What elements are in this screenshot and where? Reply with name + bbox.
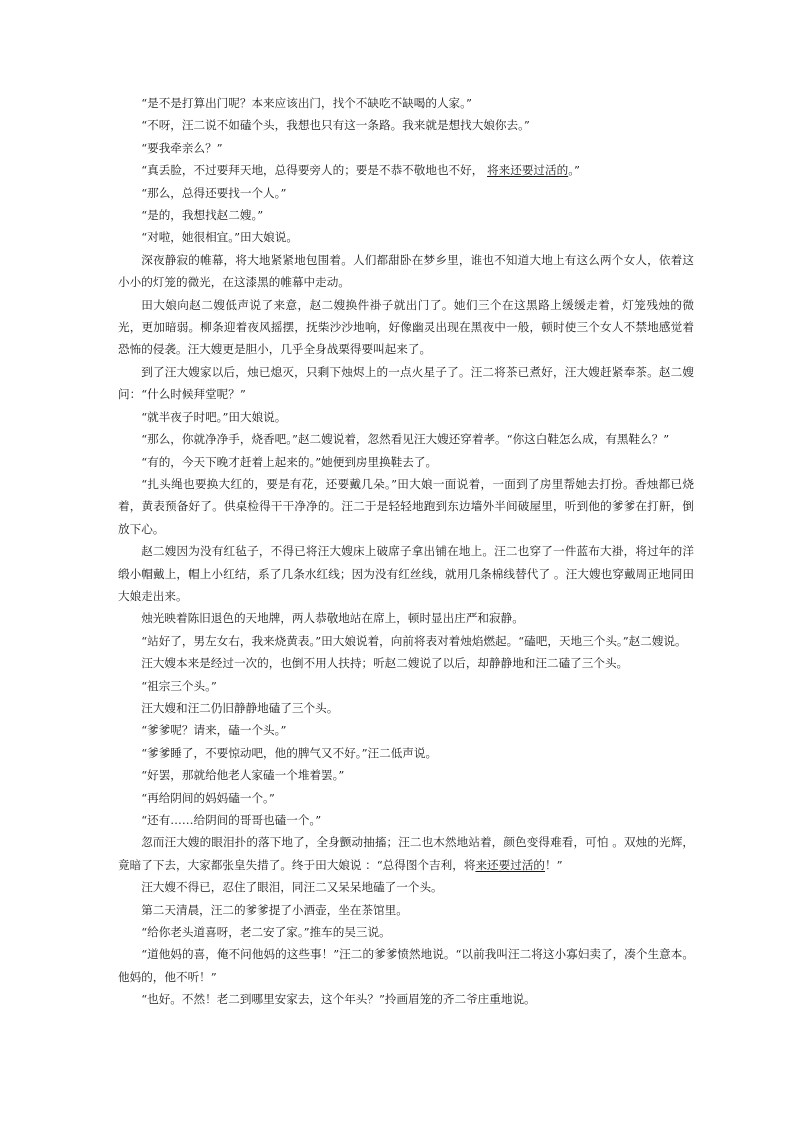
paragraph <box>118 809 694 831</box>
text-segment: 田大娘向赵二嫂低声说了来意，赵二嫂换件褂子就出门了。她们三个在这黑路上缓缓走着，灯笼残烛的微光，更加暗弱。柳条迎着夜风摇摆，抚柴沙沙地响，好像幽灵出现在黑夜中一般，顿时使三个女人不禁地感觉着恐怖的侵袭。汪大嫂更是胆小，几乎全身战栗得要叫起来了。 <box>118 297 694 357</box>
paragraph <box>118 406 694 428</box>
paragraph <box>118 294 694 361</box>
text-segment: ！” <box>545 857 563 872</box>
story-text <box>118 92 694 1011</box>
paragraph <box>118 876 694 898</box>
paragraph <box>118 361 694 406</box>
text-segment: “站好了，男左女右，我来烧黄表。”田大娘说着，向前将表对着烛焰燃起。“磕吧，天地三个头。”赵二嫂说。 <box>141 633 687 648</box>
text-segment: “也好。不然！老二到哪里安家去，这个年头？”拎画眉笼的齐二爷庄重地说。 <box>141 992 536 1007</box>
paragraph <box>118 540 694 607</box>
paragraph <box>118 473 694 540</box>
text-segment: “有的，今天下晚才赶着上起来的。”她便到房里换鞋去了。 <box>141 454 438 469</box>
paragraph <box>118 137 694 159</box>
text-segment: “是的，我想找赵二嫂。” <box>141 208 264 223</box>
paragraph <box>118 764 694 786</box>
text-segment: “爹爹睡了，不要惊动吧，他的脾气又不好。”汪二低声说。 <box>141 745 438 760</box>
text-segment: 到了汪大嫂家以后，烛已熄灭，只剩下烛烬上的一点火星子了。汪二将茶已煮好，汪大嫂赶紧奉茶。赵二嫂问：“什么时候拜堂呢？” <box>118 364 694 402</box>
paragraph <box>118 159 694 181</box>
underlined-phrase: 来还要过活的 <box>475 857 546 872</box>
text-segment: “道他妈的喜，俺不问他妈的这些事！”汪二的爹爹愤然地说。“以前我叫汪二将这小寡妇卖了，凑个生意本。他妈的，他不听！” <box>118 947 694 984</box>
text-segment: “对啦，她很相宜。”田大娘说。 <box>141 230 298 245</box>
text-segment: “扎头绳也要换大红的，要是有花，还要戴几朵。”田大娘一面说着，一面到了房里帮她去打扮。香烛都已烧着，黄表预备好了。供桌检得干干净净的。汪二于是轻轻地跑到东边墙外半间破屋里，听到他的爹爹在打鼾，倒放下心。 <box>118 476 694 536</box>
text-segment: “就半夜子时吧。”田大娘说。 <box>141 409 287 424</box>
paragraph <box>118 697 694 719</box>
paragraph <box>118 787 694 809</box>
paragraph <box>118 921 694 943</box>
paragraph <box>118 428 694 450</box>
paragraph <box>118 719 694 741</box>
text-segment: 赵二嫂因为没有红毡子，不得已将汪大嫂床上破席子拿出铺在地上。汪二也穿了一件蓝布大褂，将过年的洋缎小帽戴上，帽上小红结，系了几条水红线；因为没有红丝线，就用几条棉线替代了 。汪大嫂也穿戴周正地同田大娘走出来。 <box>118 544 694 603</box>
text-segment: “是不是打算出门呢？本来应该出门，找个不缺吃不缺喝的人家。” <box>141 96 472 110</box>
text-segment: 汪大嫂本来是经过一次的，也倒不用人扶持；听赵二嫂说了以后，却静静地和汪二磕了三个头。 <box>141 656 629 671</box>
text-segment: “好罢，那就给他老人家磕一个堆着罢。” <box>141 768 345 783</box>
text-segment: 汪大嫂和汪二仍旧静静地磕了三个头。 <box>141 700 339 715</box>
paragraph <box>118 249 694 294</box>
text-segment: 汪大嫂不得已，忍住了眼泪，同汪二又呆呆地磕了一个头。 <box>141 880 443 895</box>
paragraph <box>118 988 694 1010</box>
paragraph <box>118 92 694 114</box>
text-segment: “要我牵亲么？” <box>141 140 223 155</box>
text-segment: “那么，总得还要找一个人。” <box>141 185 287 200</box>
paragraph <box>118 451 694 473</box>
text-segment: “不呀，汪二说不如磕个头，我想也只有这一条路。我来就是想找大娘你去。” <box>141 118 530 133</box>
text-segment: 深夜静寂的帷幕，将大地紧紧地包围着。人们都甜卧在梦乡里，谁也不知道大地上有这么两个女人，依着这小小的灯笼的微光，在这漆黑的帷幕中走动。 <box>118 252 694 290</box>
underlined-phrase: 将来还要过活的 <box>487 163 569 178</box>
paragraph <box>118 204 694 226</box>
text-segment: “再给阴间的妈妈磕一个。” <box>141 790 275 805</box>
paragraph <box>118 630 694 652</box>
paragraph <box>118 899 694 921</box>
text-segment: “还有……给阴间的哥哥也磕一个。” <box>141 813 322 827</box>
paragraph <box>118 675 694 697</box>
text-segment: 烛光映着陈旧退色的天地牌，两人恭敬地站在席上，顿时显出庄严和寂静。 <box>141 611 524 626</box>
text-segment: “爹爹呢？请来，磕一个头。” <box>141 723 287 738</box>
paragraph <box>118 831 694 876</box>
paragraph <box>118 226 694 248</box>
text-segment: “给你老头道喜呀，老二安了家。”推车的吴三说。 <box>141 925 391 940</box>
paragraph <box>118 607 694 629</box>
text-segment: “真丢脸，不过要拜天地，总得要旁人的；要是不恭不敬地也不好， <box>141 163 488 178</box>
paragraph <box>118 182 694 204</box>
text-segment: “祖宗三个头。” <box>141 678 217 693</box>
paragraph <box>118 652 694 674</box>
paragraph <box>118 943 694 988</box>
text-segment: “那么，你就净净手，烧香吧。”赵二嫂说着，忽然看见汪大嫂还穿着孝。“你这白鞋怎么成，有黑鞋么？” <box>141 432 670 447</box>
text-segment: 忽而汪大嫂的眼泪扑的落下地了，全身颤动抽搐；汪二也木然地站着，颜色变得难看，可怕 。双烛的光辉，竟暗了下去，大家都张皇失措了。终于田大娘说 ：“总得图个吉利，将 <box>118 835 694 872</box>
paragraph <box>118 114 694 136</box>
text-segment: 第二天清晨，汪二的爹爹提了小酒壶，坐在茶馆里。 <box>141 902 408 917</box>
paragraph <box>118 742 694 764</box>
text-segment: 。” <box>568 163 580 178</box>
